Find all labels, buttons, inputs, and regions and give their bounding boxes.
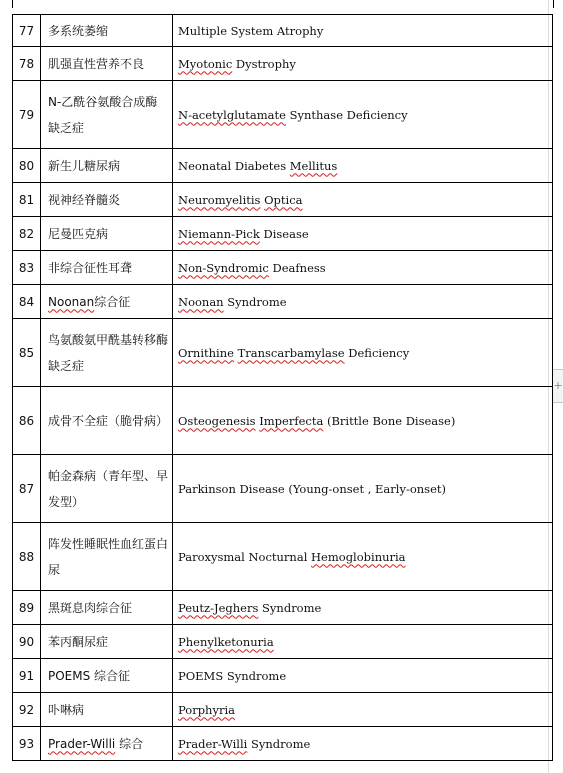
chinese-disease-name: 新生儿糖尿病	[41, 149, 173, 183]
row-number: 88	[13, 523, 41, 591]
text-segment: POEMS Syndrome	[178, 668, 287, 683]
table-row	[13, 387, 553, 455]
spellcheck-flagged-word: Optica	[264, 192, 303, 207]
text-segment: Syndrome	[247, 736, 311, 751]
row-number: 79	[13, 81, 41, 149]
text-segment: Deficiency	[344, 345, 410, 360]
text-segment: Dystrophy	[232, 56, 296, 71]
text-segment: Paroxysmal Nocturnal	[178, 549, 312, 564]
table-row	[13, 15, 553, 47]
spellcheck-flagged-word: Hemoglobinuria	[311, 549, 406, 564]
chinese-disease-name: 卟啉病	[41, 693, 173, 727]
text-segment: Synthase Deficiency	[285, 107, 408, 122]
chinese-disease-name: 成骨不全症（脆骨病）	[41, 387, 173, 455]
table-row	[13, 727, 553, 761]
spellcheck-flagged-word: Transcarbamylase	[237, 345, 345, 360]
row-number: 92	[13, 693, 41, 727]
table-row	[13, 455, 553, 523]
spellcheck-flagged-word: Peutz-Jeghers	[178, 600, 259, 615]
table-row	[13, 625, 553, 659]
english-disease-name	[173, 625, 553, 659]
table-row	[13, 47, 553, 81]
row-number: 90	[13, 625, 41, 659]
row-number: 89	[13, 591, 41, 625]
spellcheck-flagged-word: Mellitus	[289, 158, 338, 173]
table-row	[13, 523, 553, 591]
english-disease-name	[173, 523, 553, 591]
english-disease-name	[173, 47, 553, 81]
chinese-disease-name	[41, 727, 173, 761]
row-number: 93	[13, 727, 41, 761]
chinese-disease-name: 多系统萎缩	[41, 15, 173, 47]
chinese-disease-name: 非综合征性耳聋	[41, 251, 173, 285]
row-number: 85	[13, 319, 41, 387]
chinese-disease-name	[41, 285, 173, 319]
spellcheck-flagged-word: Porphyria	[178, 702, 235, 717]
table-row	[13, 659, 553, 693]
text-segment: Neonatal Diabetes	[178, 158, 290, 173]
spellcheck-flagged-word: Prader-Willi	[178, 736, 248, 751]
text-segment: (Brittle Bone Disease)	[323, 413, 456, 428]
row-number: 82	[13, 217, 41, 251]
english-disease-name	[173, 591, 553, 625]
chinese-disease-name: 阵发性睡眠性血红蛋白尿	[41, 523, 173, 591]
english-disease-name	[173, 387, 553, 455]
table-row	[13, 81, 553, 149]
spellcheck-flagged-word: Noonan	[178, 294, 224, 309]
row-number: 86	[13, 387, 41, 455]
row-number: 77	[13, 15, 41, 47]
chinese-disease-name: 苯丙酮尿症	[41, 625, 173, 659]
spellcheck-flagged-word: Neuromyelitis	[178, 192, 261, 207]
chinese-disease-name: POEMS 综合征	[41, 659, 173, 693]
english-disease-name	[173, 217, 553, 251]
chinese-disease-name: 黑斑息肉综合征	[41, 591, 173, 625]
table-row	[13, 319, 553, 387]
text-segment: Deafness	[268, 260, 326, 275]
row-number: 81	[13, 183, 41, 217]
english-disease-name	[173, 693, 553, 727]
row-number: 87	[13, 455, 41, 523]
row-number: 80	[13, 149, 41, 183]
text-segment: Parkinson Disease (Young-onset , Early-onset)	[178, 481, 446, 496]
chinese-disease-name: 帕金森病（青年型、早发型）	[41, 455, 173, 523]
spellcheck-flagged-word: Non-Syndromic	[178, 260, 269, 275]
spellcheck-flagged-word: Osteogenesis	[178, 413, 256, 428]
spellcheck-flagged-word: Niemann-Pick	[178, 226, 260, 241]
text-segment: Syndrome	[258, 600, 322, 615]
table-top-edge	[12, 0, 554, 8]
table-row	[13, 251, 553, 285]
english-disease-name	[173, 81, 553, 149]
english-disease-name	[173, 149, 553, 183]
english-disease-name	[173, 183, 553, 217]
table-row	[13, 693, 553, 727]
table-row	[13, 183, 553, 217]
table-row	[13, 217, 553, 251]
spellcheck-flagged-word: Prader-Willi	[48, 736, 116, 751]
spellcheck-flagged-word: Phenylketonuria	[178, 634, 274, 649]
text-segment: 综合征	[94, 294, 131, 309]
row-number: 84	[13, 285, 41, 319]
english-disease-name	[173, 251, 553, 285]
row-number: 91	[13, 659, 41, 693]
spellcheck-flagged-word: Noonan	[48, 294, 95, 309]
english-disease-name	[173, 455, 553, 523]
spellcheck-flagged-word: Imperfecta	[259, 413, 324, 428]
text-segment: 综合	[115, 736, 144, 751]
chinese-disease-name: 尼曼匹克病	[41, 217, 173, 251]
english-disease-name	[173, 659, 553, 693]
row-number: 78	[13, 47, 41, 81]
chinese-disease-name: 肌强直性营养不良	[41, 47, 173, 81]
table-row	[13, 285, 553, 319]
chinese-disease-name: 视神经脊髓炎	[41, 183, 173, 217]
text-segment: Syndrome	[223, 294, 287, 309]
rare-disease-table	[12, 14, 553, 761]
text-segment: Disease	[259, 226, 309, 241]
english-disease-name	[173, 285, 553, 319]
english-disease-name	[173, 727, 553, 761]
spellcheck-flagged-word: Ornithine	[178, 345, 234, 360]
table-row	[13, 591, 553, 625]
english-disease-name	[173, 319, 553, 387]
english-disease-name	[173, 15, 553, 47]
chinese-disease-name: 鸟氨酸氨甲酰基转移酶缺乏症	[41, 319, 173, 387]
text-segment: Multiple System Atrophy	[178, 23, 324, 38]
spellcheck-flagged-word: Myotonic	[178, 56, 233, 71]
table-row	[13, 149, 553, 183]
chinese-disease-name: N-乙酰谷氨酸合成酶缺乏症	[41, 81, 173, 149]
row-number: 83	[13, 251, 41, 285]
spellcheck-flagged-word: N-acetylglutamate	[178, 107, 286, 122]
add-row-button[interactable]: +	[552, 369, 563, 403]
